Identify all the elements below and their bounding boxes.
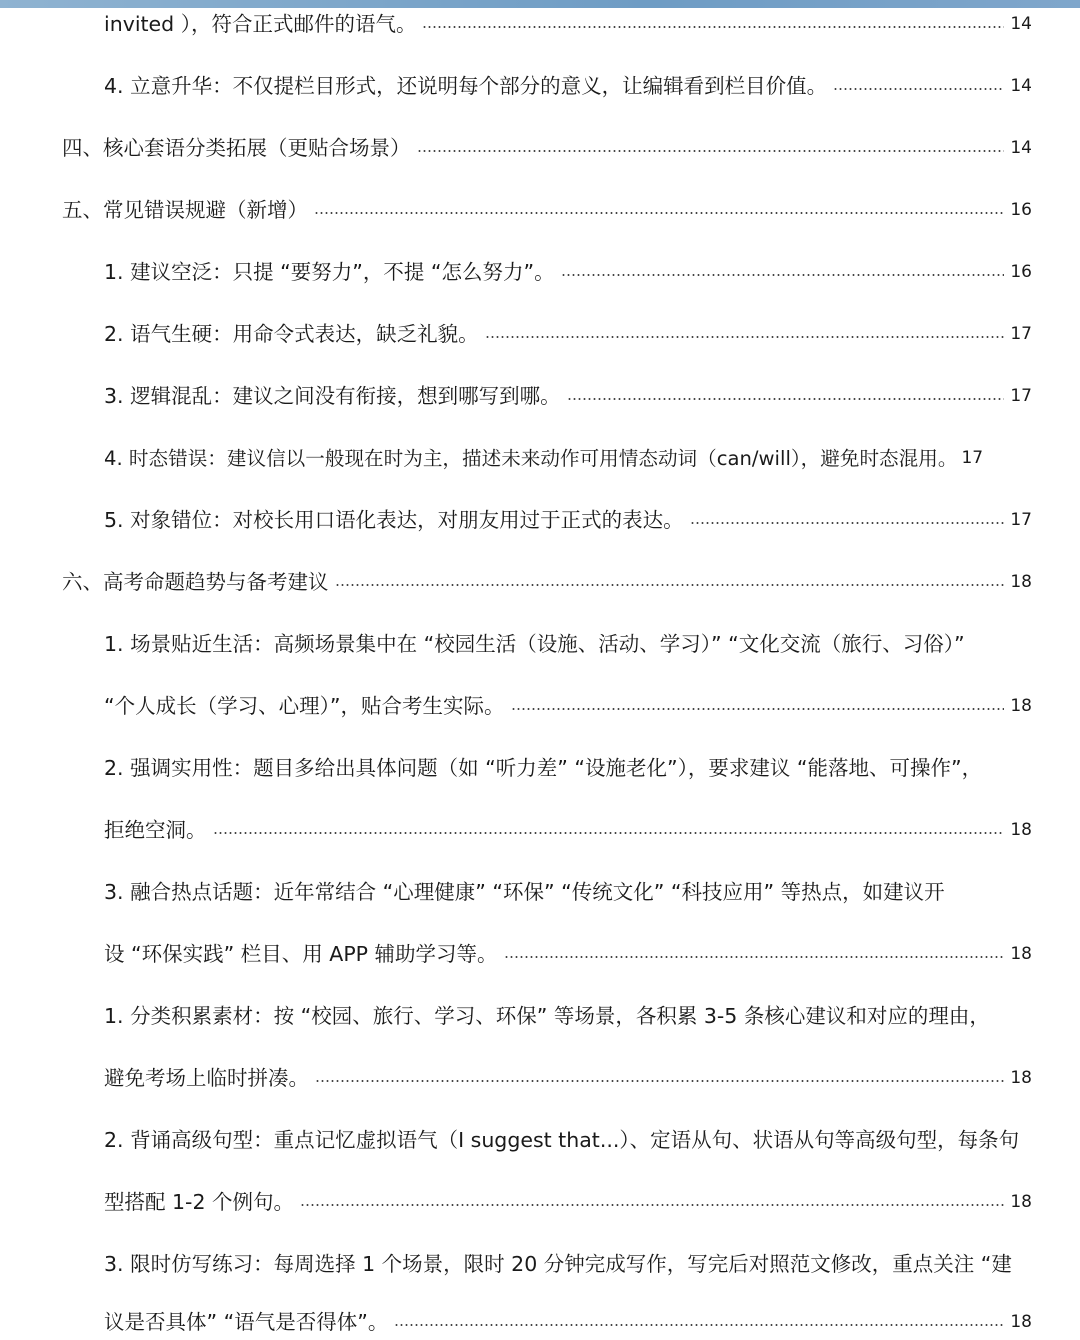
dot-leader (300, 1204, 1004, 1206)
toc-entry-text: 3. 融合热点话题：近年常结合 “心理健康” “环保” “传统文化” “科技应用” 等热点，如建议开 (104, 880, 945, 904)
toc-entry[interactable] (0, 500, 1080, 536)
toc-entry-continuation[interactable] (0, 1302, 1080, 1338)
toc-entry-text: 2. 背诵高级句型：重点记忆虚拟语气（I suggest that...）、定语从句、状语从句等高级句型，每条句 (104, 1128, 1020, 1152)
dot-leader (335, 584, 1005, 586)
toc-page-number: 16 (1010, 200, 1032, 220)
dot-leader (511, 708, 1005, 710)
toc-page-number: 16 (1010, 262, 1032, 282)
dot-leader (394, 1324, 1004, 1326)
dot-leader (422, 26, 1004, 28)
dot-leader (690, 522, 1005, 524)
toc-entry-text: 议是否具体” “语气是否得体”。 (104, 1310, 389, 1334)
toc-page-number: 18 (1010, 944, 1032, 964)
toc-page-number: 17 (1010, 510, 1032, 530)
toc-entry-text: 3. 逻辑混乱：建议之间没有衔接，想到哪写到哪。 (104, 384, 561, 408)
toc-section-heading[interactable] (0, 128, 1080, 164)
toc-entry-continuation[interactable] (0, 810, 1080, 846)
toc-entry[interactable] (0, 872, 1080, 908)
toc-entry-text: 拒绝空洞。 (104, 818, 207, 842)
toc-entry-continuation[interactable] (0, 934, 1080, 970)
toc-entry-text: 5. 对象错位：对校长用口语化表达，对朋友用过于正式的表达。 (104, 508, 684, 532)
dot-leader (833, 88, 1004, 90)
dot-leader (567, 398, 1005, 400)
toc-entry-text: 4. 立意升华：不仅提栏目形式，还说明每个部分的意义，让编辑看到栏目价值。 (104, 74, 828, 98)
toc-page-number: 18 (1010, 1312, 1032, 1332)
toc-entry-text: 六、高考命题趋势与备考建议 (62, 570, 329, 594)
dot-leader (561, 274, 1005, 276)
toc-page-number: 18 (1010, 1192, 1032, 1212)
toc-section-heading[interactable] (0, 190, 1080, 226)
toc-entry[interactable] (0, 1244, 1080, 1280)
toc-entry-continuation[interactable] (0, 686, 1080, 722)
toc-entry-text: “个人成长（学习、心理）”，贴合考生实际。 (104, 694, 505, 718)
toc-entry-text: 1. 场景贴近生活：高频场景集中在 “校园生活（设施、活动、学习）” “文化交流（旅行、习俗）” (104, 632, 965, 656)
toc-entry[interactable] (0, 1120, 1080, 1156)
dot-leader (213, 832, 1005, 834)
toc-entry[interactable] (0, 66, 1080, 102)
toc-entry-text: 1. 建议空泛：只提 “要努力”，不提 “怎么努力”。 (104, 260, 555, 284)
toc-entry-continuation[interactable] (0, 1058, 1080, 1094)
toc-page-number: 18 (1010, 572, 1032, 592)
dot-leader (417, 150, 1005, 152)
toc-entry[interactable] (0, 438, 1080, 474)
toc-entry-text: 四、核心套语分类拓展（更贴合场景） (62, 136, 411, 160)
toc-entry-text: invited ），符合正式邮件的语气。 (104, 12, 417, 36)
toc-entry-continuation[interactable] (0, 1182, 1080, 1218)
toc-entry[interactable] (0, 252, 1080, 288)
toc-entry-text: 2. 语气生硬：用命令式表达，缺乏礼貌。 (104, 322, 479, 346)
dot-leader (504, 956, 1005, 958)
dot-leader (314, 212, 1004, 214)
toc-entry-text: 3. 限时仿写练习：每周选择 1 个场景，限时 20 分钟完成写作，写完后对照范文修改，重点关注 “建 (104, 1252, 1012, 1276)
toc-page-number: 14 (1010, 138, 1032, 158)
toc-entry-text: 4. 时态错误：建议信以一般现在时为主，描述未来动作可用情态动词（can/will），避免时态混用。 (104, 446, 958, 470)
toc-entry[interactable] (0, 996, 1080, 1032)
toc-page-number: 14 (1010, 76, 1032, 96)
toc-entry-text: 设 “环保实践” 栏目、用 APP 辅助学习等。 (104, 942, 498, 966)
toc-entry[interactable] (0, 314, 1080, 350)
toc-page-number: 14 (1010, 14, 1032, 34)
toc-entry-text: 五、常见错误规避（新增） (62, 198, 308, 222)
toc-entry[interactable] (0, 748, 1080, 784)
toc-page-number: 18 (1010, 1068, 1032, 1088)
toc-entry[interactable] (0, 4, 1080, 40)
dot-leader (485, 336, 1005, 338)
toc-entry-text: 型搭配 1-2 个例句。 (104, 1190, 295, 1214)
toc-page-number: 17 (1010, 386, 1032, 406)
toc-entry[interactable] (0, 376, 1080, 412)
toc-entry-text: 2. 强调实用性：题目多给出具体问题（如 “听力差” “设施老化”），要求建议 “能落地、可操作”， (104, 756, 983, 780)
toc-page-number: 17 (961, 448, 984, 468)
toc-page-number: 18 (1010, 696, 1032, 716)
toc-section-heading[interactable] (0, 562, 1080, 598)
toc-entry-text: 避免考场上临时拼凑。 (104, 1066, 309, 1090)
toc-entry[interactable] (0, 624, 1080, 660)
toc-page-number: 18 (1010, 820, 1032, 840)
toc-entry-text: 1. 分类积累素材：按 “校园、旅行、学习、环保” 等场景，各积累 3-5 条核心建议和对应的理由， (104, 1004, 990, 1028)
toc-page-number: 17 (1010, 324, 1032, 344)
dot-leader (315, 1080, 1004, 1082)
